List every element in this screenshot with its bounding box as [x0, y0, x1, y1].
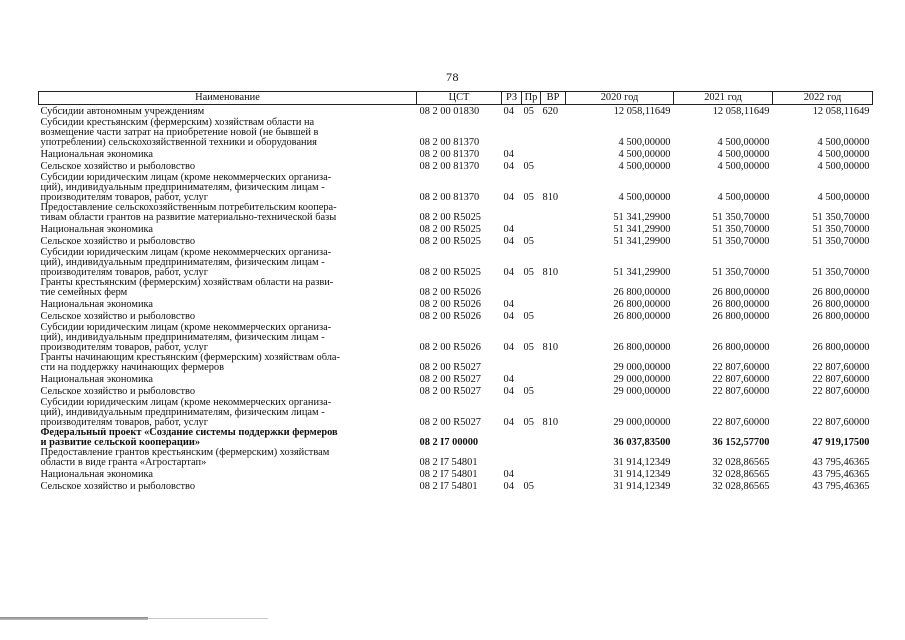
header-rz: РЗ: [502, 92, 522, 105]
row-pr: 05: [523, 267, 534, 278]
row-name: [39, 160, 417, 172]
row-name-line: возмещение части затрат на приобретение новой (не бывшей в: [40, 127, 319, 138]
row-name-line: тие семейных ферм: [40, 287, 128, 298]
header-vr: ВР: [541, 92, 566, 105]
row-name: [39, 310, 417, 322]
row-value-2022: 26 800,00000: [812, 342, 870, 353]
row-name: [39, 247, 417, 278]
row-value-2020: 31 914,12349: [613, 457, 671, 468]
table-body: [39, 105, 873, 493]
row-value-2020: 12 058,11649: [613, 106, 671, 117]
row-pr: [522, 148, 541, 160]
budget-table-container: [38, 91, 872, 492]
row-name: [39, 235, 417, 247]
row-name: [39, 480, 417, 492]
row-cst: 08 2 I7 54801: [419, 469, 478, 480]
row-rz: 04: [503, 192, 514, 203]
table-row: [39, 385, 873, 397]
row-value-2020: 31 914,12349: [613, 481, 671, 492]
row-vr: [541, 160, 566, 172]
row-value-2022: 22 807,60000: [812, 386, 870, 397]
table-row: [39, 397, 873, 428]
row-value-2021: 51 350,70000: [712, 236, 770, 247]
row-name: [39, 385, 417, 397]
row-value-2022: 51 350,70000: [812, 224, 870, 235]
row-name-line: производителям товаров, работ, услуг: [40, 267, 209, 278]
row-value-2020: 4 500,00000: [618, 161, 671, 172]
row-name: [39, 468, 417, 480]
table-row: [39, 117, 873, 148]
row-value-2021: 22 807,60000: [712, 374, 770, 385]
row-name-line: Национальная экономика: [40, 299, 154, 310]
row-pr: [522, 298, 541, 310]
row-cst: 08 2 00 R5027: [419, 417, 481, 428]
row-vr: [541, 223, 566, 235]
row-name-line: Субсидии юридическим лицам (кроме некоммерческих организа-: [40, 172, 332, 183]
row-value-2020: 31 914,12349: [613, 469, 671, 480]
row-pr: 05: [523, 386, 534, 397]
row-name-line: Сельское хозяйство и рыболовство: [40, 311, 196, 322]
row-pr: 05: [523, 417, 534, 428]
row-value-2022: 43 795,46365: [812, 457, 870, 468]
row-vr: 810: [542, 342, 559, 353]
row-rz: [502, 353, 522, 373]
table-row: [39, 468, 873, 480]
row-vr: [541, 385, 566, 397]
row-name-line: Сельское хозяйство и рыболовство: [40, 386, 196, 397]
row-value-2021: 4 500,00000: [717, 149, 770, 160]
row-pr: [522, 223, 541, 235]
row-name: [39, 148, 417, 160]
row-name-line: Национальная экономика: [40, 224, 154, 235]
row-vr: [541, 428, 566, 448]
row-value-2020: 4 500,00000: [618, 137, 671, 148]
row-cst: 08 2 00 R5027: [419, 386, 481, 397]
row-name-line: ций), индивидуальным предпринимателям, физическим лицам -: [40, 407, 325, 418]
row-vr: [541, 203, 566, 223]
row-value-2020: 26 800,00000: [613, 299, 671, 310]
row-value-2022: 43 795,46365: [812, 481, 870, 492]
row-name-line: Субсидии крестьянским (фермерским) хозяйствам области на: [40, 117, 315, 128]
row-name: [39, 373, 417, 385]
row-value-2022: 22 807,60000: [812, 417, 870, 428]
page-number: 78: [446, 70, 459, 84]
row-name-line: производителям товаров, работ, услуг: [40, 417, 209, 428]
row-pr: 05: [523, 342, 534, 353]
row-name: [39, 353, 417, 373]
table-row: [39, 223, 873, 235]
row-rz: 04: [503, 299, 514, 310]
row-name-line: Гранты начинающим крестьянским (фермерским) хозяйствам обла-: [40, 353, 340, 363]
row-value-2020: 29 000,00000: [613, 362, 671, 373]
row-cst: 08 2 I7 54801: [419, 481, 478, 492]
row-vr: [541, 468, 566, 480]
row-cst: 08 2 00 R5025: [419, 236, 481, 247]
row-value-2021: 4 500,00000: [717, 161, 770, 172]
row-value-2021: 51 350,70000: [712, 224, 770, 235]
row-value-2020: 51 341,29900: [613, 224, 671, 235]
row-name-line: ций), индивидуальным предпринимателям, физическим лицам -: [40, 257, 325, 268]
row-name-line: и развитие сельской кооперации»: [40, 437, 201, 448]
row-pr: [522, 373, 541, 385]
row-value-2022: 43 795,46365: [812, 469, 870, 480]
table-row: [39, 322, 873, 353]
row-value-2021: 32 028,86565: [712, 481, 770, 492]
row-vr: 810: [542, 267, 559, 278]
row-vr: [541, 480, 566, 492]
table-header: [39, 92, 873, 105]
row-vr: 810: [542, 192, 559, 203]
row-value-2020: 26 800,00000: [613, 342, 671, 353]
row-rz: [502, 448, 522, 468]
row-value-2021: 22 807,60000: [712, 386, 770, 397]
table-row: [39, 373, 873, 385]
row-value-2022: 26 800,00000: [812, 311, 870, 322]
table-row: [39, 247, 873, 278]
row-name-line: тивам области грантов на развитие материально-технической базы: [40, 212, 337, 223]
row-cst: 08 2 00 81370: [419, 137, 480, 148]
table-row: [39, 298, 873, 310]
row-value-2021: 26 800,00000: [712, 311, 770, 322]
row-cst: 08 2 00 R5026: [419, 299, 481, 310]
row-value-2021: 26 800,00000: [712, 299, 770, 310]
table-row: [39, 203, 873, 223]
row-cst: 08 2 00 R5025: [419, 267, 481, 278]
row-vr: [541, 353, 566, 373]
row-cst: 08 2 I7 54801: [419, 457, 478, 468]
row-name-line: Национальная экономика: [40, 374, 154, 385]
row-rz: 04: [503, 161, 514, 172]
row-value-2022: 4 500,00000: [817, 192, 870, 203]
row-name-line: Сельское хозяйство и рыболовство: [40, 236, 196, 247]
row-name-line: Сельское хозяйство и рыболовство: [40, 161, 196, 172]
row-value-2022: 51 350,70000: [812, 212, 870, 223]
row-cst: 08 2 00 R5027: [419, 374, 481, 385]
row-vr: 810: [542, 417, 559, 428]
row-pr: 05: [523, 311, 534, 322]
row-rz: 04: [503, 417, 514, 428]
row-cst: 08 2 00 R5025: [419, 212, 481, 223]
table-row: [39, 428, 873, 448]
row-rz: 04: [503, 267, 514, 278]
row-name: [39, 117, 417, 148]
row-value-2020: 4 500,00000: [618, 149, 671, 160]
row-cst: 08 2 00 R5026: [419, 287, 481, 298]
table-row: [39, 105, 873, 118]
row-value-2020: 26 800,00000: [613, 311, 671, 322]
row-value-2021: 12 058,11649: [712, 106, 770, 117]
header-year-2020: 2020 год: [566, 92, 674, 105]
row-pr: [522, 353, 541, 373]
row-name-line: Национальная экономика: [40, 149, 154, 160]
table-row: [39, 148, 873, 160]
row-rz: [502, 278, 522, 298]
row-value-2022: 4 500,00000: [817, 161, 870, 172]
row-value-2022: 47 919,17500: [812, 437, 870, 448]
row-cst: 08 2 00 81370: [419, 149, 480, 160]
header-year-2021: 2021 год: [674, 92, 773, 105]
row-name: [39, 298, 417, 310]
row-value-2021: 36 152,57700: [712, 437, 770, 448]
row-name-line: Субсидии юридическим лицам (кроме некоммерческих организа-: [40, 247, 332, 258]
row-value-2021: 22 807,60000: [712, 362, 770, 373]
row-rz: 04: [503, 149, 514, 160]
row-cst: 08 2 00 R5027: [419, 362, 481, 373]
footer-rule: [0, 617, 148, 620]
row-name: [39, 322, 417, 353]
row-vr: 620: [542, 106, 559, 117]
header-pr: Пр: [522, 92, 541, 105]
row-cst: 08 2 00 R5026: [419, 311, 481, 322]
row-name-line: Предоставление грантов крестьянским (фермерским) хозяйствам: [40, 448, 330, 458]
row-value-2022: 26 800,00000: [812, 287, 870, 298]
row-name: [39, 448, 417, 468]
table-row: [39, 353, 873, 373]
row-pr: [522, 448, 541, 468]
row-value-2020: 36 037,83500: [613, 437, 671, 448]
row-vr: [541, 235, 566, 247]
row-pr: [522, 278, 541, 298]
row-value-2020: 29 000,00000: [613, 386, 671, 397]
row-name: [39, 223, 417, 235]
row-value-2021: 32 028,86565: [712, 469, 770, 480]
row-name-line: Национальная экономика: [40, 469, 154, 480]
row-name-line: Сельское хозяйство и рыболовство: [40, 481, 196, 492]
row-rz: 04: [503, 469, 514, 480]
row-vr: [541, 373, 566, 385]
row-cst: 08 2 00 81370: [419, 192, 480, 203]
row-value-2020: 4 500,00000: [618, 192, 671, 203]
row-value-2021: 51 350,70000: [712, 212, 770, 223]
row-pr: [522, 428, 541, 448]
row-rz: 04: [503, 224, 514, 235]
row-value-2022: 51 350,70000: [812, 236, 870, 247]
row-value-2022: 12 058,11649: [812, 106, 870, 117]
row-value-2021: 4 500,00000: [717, 137, 770, 148]
row-name-line: производителям товаров, работ, услуг: [40, 192, 209, 203]
row-name: [39, 172, 417, 203]
row-rz: 04: [503, 311, 514, 322]
row-name-line: употреблении) сельскохозяйственной техники и оборудования: [40, 137, 317, 148]
row-name-line: Субсидии юридическим лицам (кроме некоммерческих организа-: [40, 397, 332, 408]
row-name-line: Гранты крестьянским (фермерским) хозяйствам области на разви-: [40, 278, 334, 288]
row-rz: [502, 117, 522, 148]
row-name-line: Субсидии юридическим лицам (кроме некоммерческих организа-: [40, 322, 332, 333]
row-value-2021: 26 800,00000: [712, 342, 770, 353]
table-row: [39, 172, 873, 203]
table-row: [39, 480, 873, 492]
row-value-2021: 4 500,00000: [717, 192, 770, 203]
row-cst: 08 2 00 R5026: [419, 342, 481, 353]
row-vr: [541, 448, 566, 468]
row-cst: 08 2 I7 00000: [419, 437, 479, 448]
row-rz: 04: [503, 236, 514, 247]
row-value-2022: 4 500,00000: [817, 149, 870, 160]
row-rz: 04: [503, 106, 514, 117]
row-value-2022: 26 800,00000: [812, 299, 870, 310]
row-pr: 05: [523, 192, 534, 203]
row-value-2022: 22 807,60000: [812, 374, 870, 385]
row-cst: 08 2 00 01830: [419, 106, 480, 117]
row-vr: [541, 298, 566, 310]
row-rz: 04: [503, 374, 514, 385]
row-value-2020: 29 000,00000: [613, 374, 671, 385]
footer-rule-faint: [148, 618, 268, 619]
row-vr: [541, 278, 566, 298]
row-cst: 08 2 00 R5025: [419, 224, 481, 235]
row-value-2021: 51 350,70000: [712, 267, 770, 278]
row-vr: [541, 148, 566, 160]
row-pr: [522, 203, 541, 223]
row-value-2021: 22 807,60000: [712, 417, 770, 428]
table-row: [39, 160, 873, 172]
table-row: [39, 310, 873, 322]
row-name-line: Предоставление сельскохозяйственным потребительским коопера-: [40, 203, 337, 213]
row-name-line: Федеральный проект «Создание системы поддержки фермеров: [40, 428, 338, 438]
row-value-2022: 4 500,00000: [817, 137, 870, 148]
row-value-2020: 51 341,29900: [613, 267, 671, 278]
row-pr: 05: [523, 106, 534, 117]
header-year-2022: 2022 год: [773, 92, 873, 105]
row-cst: 08 2 00 81370: [419, 161, 480, 172]
row-rz: 04: [503, 481, 514, 492]
row-name-line: Субсидии автономным учреждениям: [40, 106, 205, 117]
row-name-line: ций), индивидуальным предпринимателям, физическим лицам -: [40, 332, 325, 343]
row-name-line: производителям товаров, работ, услуг: [40, 342, 209, 353]
row-value-2020: 51 341,29900: [613, 236, 671, 247]
header-row: [39, 92, 873, 105]
row-value-2022: 22 807,60000: [812, 362, 870, 373]
header-name: Наименование: [39, 92, 417, 105]
row-name-line: области в виде гранта «Агростартап»: [40, 457, 207, 468]
row-pr: 05: [523, 481, 534, 492]
row-rz: [502, 203, 522, 223]
row-pr: 05: [523, 161, 534, 172]
row-name: [39, 203, 417, 223]
row-name: [39, 278, 417, 298]
row-rz: [502, 428, 522, 448]
row-pr: 05: [523, 236, 534, 247]
row-value-2020: 51 341,29900: [613, 212, 671, 223]
row-value-2021: 26 800,00000: [712, 287, 770, 298]
row-name: [39, 105, 417, 118]
row-rz: 04: [503, 386, 514, 397]
row-pr: [522, 117, 541, 148]
row-value-2020: 26 800,00000: [613, 287, 671, 298]
row-pr: [522, 468, 541, 480]
row-value-2022: 51 350,70000: [812, 267, 870, 278]
row-name-line: сти на поддержку начинающих фермеров: [40, 362, 224, 373]
row-value-2021: 32 028,86565: [712, 457, 770, 468]
header-cst: ЦСТ: [417, 92, 502, 105]
row-name-line: ций), индивидуальным предпринимателям, физическим лицам -: [40, 182, 325, 193]
row-value-2020: 29 000,00000: [613, 417, 671, 428]
table-row: [39, 235, 873, 247]
row-vr: [541, 310, 566, 322]
budget-table: [38, 91, 873, 492]
table-row: [39, 278, 873, 298]
row-vr: [541, 117, 566, 148]
table-row: [39, 448, 873, 468]
row-name: [39, 428, 417, 448]
row-name: [39, 397, 417, 428]
row-rz: 04: [503, 342, 514, 353]
